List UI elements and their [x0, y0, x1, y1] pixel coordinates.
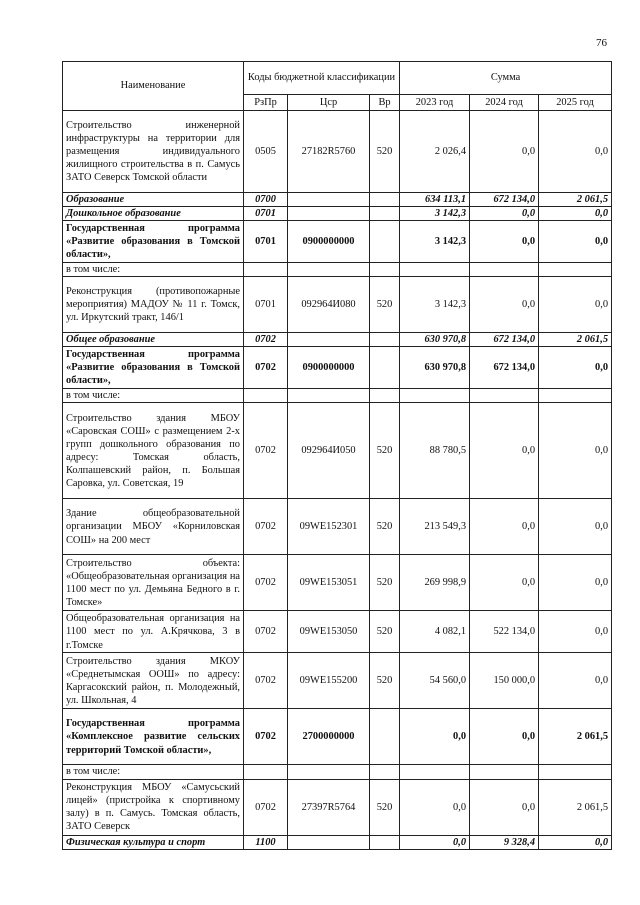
row-vr: 520 — [370, 277, 400, 333]
row-2024: 0,0 — [470, 779, 539, 835]
row-rzpr: 0700 — [244, 193, 288, 207]
row-csr — [288, 193, 370, 207]
row-2023: 634 113,1 — [400, 193, 470, 207]
row-csr — [288, 389, 370, 403]
table-row — [63, 193, 612, 207]
row-csr: 092964И080 — [288, 277, 370, 333]
header-codes: Коды бюджетной классификации — [244, 62, 400, 95]
row-2025: 2 061,5 — [539, 709, 612, 765]
row-2024: 0,0 — [470, 709, 539, 765]
table-row — [63, 653, 612, 709]
row-vr: 520 — [370, 111, 400, 193]
row-rzpr: 0701 — [244, 277, 288, 333]
row-2024: 522 134,0 — [470, 611, 539, 653]
row-vr: 520 — [370, 499, 400, 555]
row-2024: 0,0 — [470, 403, 539, 499]
page-number: 76 — [596, 37, 607, 49]
row-2025 — [539, 389, 612, 403]
row-2024: 672 134,0 — [470, 333, 539, 347]
row-vr — [370, 389, 400, 403]
row-2023: 54 560,0 — [400, 653, 470, 709]
row-vr — [370, 263, 400, 277]
row-name: Реконструкция МБОУ «Самусьский лицей» (пристройка к спортивному залу) в п. Самусь. Томская область, ЗАТО Северск — [63, 779, 244, 835]
row-2023: 0,0 — [400, 709, 470, 765]
row-2023: 0,0 — [400, 835, 470, 849]
row-name: в том числе: — [63, 263, 244, 277]
row-2025: 2 061,5 — [539, 333, 612, 347]
row-2025: 0,0 — [539, 611, 612, 653]
row-2024: 672 134,0 — [470, 347, 539, 389]
row-2025: 2 061,5 — [539, 193, 612, 207]
row-2023: 0,0 — [400, 779, 470, 835]
row-2025: 0,0 — [539, 653, 612, 709]
row-csr: 09WE153050 — [288, 611, 370, 653]
row-name: Строительство здания МБОУ «Саровская СОШ» с размещением 2-х групп дошкольного образования по адресу: Томская область, Колпашевский район, п. Большая Саровка, ул. Советская, 19 — [63, 403, 244, 499]
budget-table — [62, 61, 612, 850]
row-2025: 0,0 — [539, 111, 612, 193]
row-2025: 0,0 — [539, 347, 612, 389]
row-name: Общее образование — [63, 333, 244, 347]
header-2023: 2023 год — [400, 95, 470, 111]
row-2025 — [539, 765, 612, 779]
table-row — [63, 611, 612, 653]
table-row — [63, 111, 612, 193]
table-row — [63, 221, 612, 263]
row-2025: 0,0 — [539, 499, 612, 555]
row-rzpr — [244, 263, 288, 277]
row-name: в том числе: — [63, 389, 244, 403]
header-2025: 2025 год — [539, 95, 612, 111]
row-csr: 27397R5764 — [288, 779, 370, 835]
table-row — [63, 765, 612, 779]
row-vr — [370, 207, 400, 221]
row-name: Физическая культура и спорт — [63, 835, 244, 849]
row-rzpr: 0701 — [244, 221, 288, 263]
row-rzpr: 0505 — [244, 111, 288, 193]
row-csr: 0900000000 — [288, 221, 370, 263]
row-2023: 4 082,1 — [400, 611, 470, 653]
row-name: Государственная программа «Развитие образования в Томской области», — [63, 347, 244, 389]
header-csr: Цср — [288, 95, 370, 111]
row-2024 — [470, 765, 539, 779]
row-rzpr: 0702 — [244, 555, 288, 611]
row-2023 — [400, 765, 470, 779]
row-name: в том числе: — [63, 765, 244, 779]
row-vr — [370, 347, 400, 389]
header-2024: 2024 год — [470, 95, 539, 111]
row-2025 — [539, 263, 612, 277]
row-rzpr: 0702 — [244, 347, 288, 389]
table-row — [63, 333, 612, 347]
row-2025: 0,0 — [539, 555, 612, 611]
row-name: Строительство инженерной инфраструктуры на территории для размещения индивидуального жилищного строительства в п. Самусь ЗАТО Северск Томской области — [63, 111, 244, 193]
row-2024: 672 134,0 — [470, 193, 539, 207]
row-csr — [288, 765, 370, 779]
row-2023: 269 998,9 — [400, 555, 470, 611]
row-2024: 0,0 — [470, 207, 539, 221]
row-2023: 3 142,3 — [400, 221, 470, 263]
table-row — [63, 389, 612, 403]
row-csr: 09WE153051 — [288, 555, 370, 611]
row-2025: 0,0 — [539, 835, 612, 849]
row-rzpr — [244, 389, 288, 403]
row-2024 — [470, 263, 539, 277]
table-row — [63, 207, 612, 221]
row-csr — [288, 333, 370, 347]
table-row — [63, 277, 612, 333]
row-vr: 520 — [370, 555, 400, 611]
row-name: Реконструкция (противопожарные мероприятия) МАДОУ № 11 г. Томск, ул. Иркутский тракт, 146/1 — [63, 277, 244, 333]
row-name: Общеобразовательная организация на 1100 мест по ул. А.Крячкова, 3 в г.Томске — [63, 611, 244, 653]
row-rzpr: 0702 — [244, 403, 288, 499]
row-2024: 0,0 — [470, 221, 539, 263]
row-csr — [288, 263, 370, 277]
row-vr — [370, 835, 400, 849]
row-name: Государственная программа «Комплексное развитие сельских территорий Томской области», — [63, 709, 244, 765]
row-rzpr: 0702 — [244, 499, 288, 555]
row-rzpr: 0702 — [244, 653, 288, 709]
table-row — [63, 709, 612, 765]
row-2024: 150 000,0 — [470, 653, 539, 709]
row-name: Строительство объекта: «Общеобразовательная организация на 1100 мест по ул. Демьяна Бедного в г. Томске» — [63, 555, 244, 611]
row-vr: 520 — [370, 403, 400, 499]
row-2024: 0,0 — [470, 499, 539, 555]
row-2023: 3 142,3 — [400, 207, 470, 221]
row-2024: 9 328,4 — [470, 835, 539, 849]
row-csr — [288, 835, 370, 849]
row-2025: 0,0 — [539, 207, 612, 221]
table-row — [63, 263, 612, 277]
row-2023: 630 970,8 — [400, 333, 470, 347]
row-csr: 09WE155200 — [288, 653, 370, 709]
row-2024: 0,0 — [470, 555, 539, 611]
row-2024 — [470, 389, 539, 403]
row-csr: 2700000000 — [288, 709, 370, 765]
row-name: Здание общеобразовательной организации МБОУ «Корниловская СОШ» на 200 мест — [63, 499, 244, 555]
row-vr — [370, 193, 400, 207]
row-vr: 520 — [370, 653, 400, 709]
row-rzpr: 0701 — [244, 207, 288, 221]
header-name: Наименование — [63, 62, 244, 111]
row-2023: 213 549,3 — [400, 499, 470, 555]
row-2023: 3 142,3 — [400, 277, 470, 333]
table-row — [63, 499, 612, 555]
header-row-top — [63, 62, 612, 95]
header-vr: Вр — [370, 95, 400, 111]
row-vr: 520 — [370, 779, 400, 835]
row-2025: 0,0 — [539, 221, 612, 263]
row-name: Государственная программа «Развитие образования в Томской области», — [63, 221, 244, 263]
row-vr — [370, 221, 400, 263]
row-rzpr — [244, 765, 288, 779]
row-vr — [370, 333, 400, 347]
table-row — [63, 835, 612, 849]
row-rzpr: 1100 — [244, 835, 288, 849]
row-2025: 0,0 — [539, 277, 612, 333]
row-rzpr: 0702 — [244, 611, 288, 653]
row-csr: 27182R5760 — [288, 111, 370, 193]
table-row — [63, 555, 612, 611]
row-csr: 09WE152301 — [288, 499, 370, 555]
header-sum: Сумма — [400, 62, 612, 95]
row-vr — [370, 765, 400, 779]
table-row — [63, 779, 612, 835]
row-2023 — [400, 263, 470, 277]
row-csr — [288, 207, 370, 221]
row-name: Образование — [63, 193, 244, 207]
row-name: Строительство здания МКОУ «Среднетымская ООШ» по адресу: Каргасокский район, п. Молодежный, ул. Школьная, 4 — [63, 653, 244, 709]
row-csr: 092964И050 — [288, 403, 370, 499]
row-rzpr: 0702 — [244, 709, 288, 765]
row-rzpr: 0702 — [244, 333, 288, 347]
row-vr: 520 — [370, 611, 400, 653]
row-2024: 0,0 — [470, 111, 539, 193]
row-2023: 2 026,4 — [400, 111, 470, 193]
row-2025: 2 061,5 — [539, 779, 612, 835]
row-name: Дошкольное образование — [63, 207, 244, 221]
row-2023: 88 780,5 — [400, 403, 470, 499]
row-rzpr: 0702 — [244, 779, 288, 835]
row-2023: 630 970,8 — [400, 347, 470, 389]
row-2023 — [400, 389, 470, 403]
row-2025: 0,0 — [539, 403, 612, 499]
row-vr — [370, 709, 400, 765]
row-csr: 0900000000 — [288, 347, 370, 389]
table-row — [63, 347, 612, 389]
row-2024: 0,0 — [470, 277, 539, 333]
table-row — [63, 403, 612, 499]
header-rzpr: РзПр — [244, 95, 288, 111]
